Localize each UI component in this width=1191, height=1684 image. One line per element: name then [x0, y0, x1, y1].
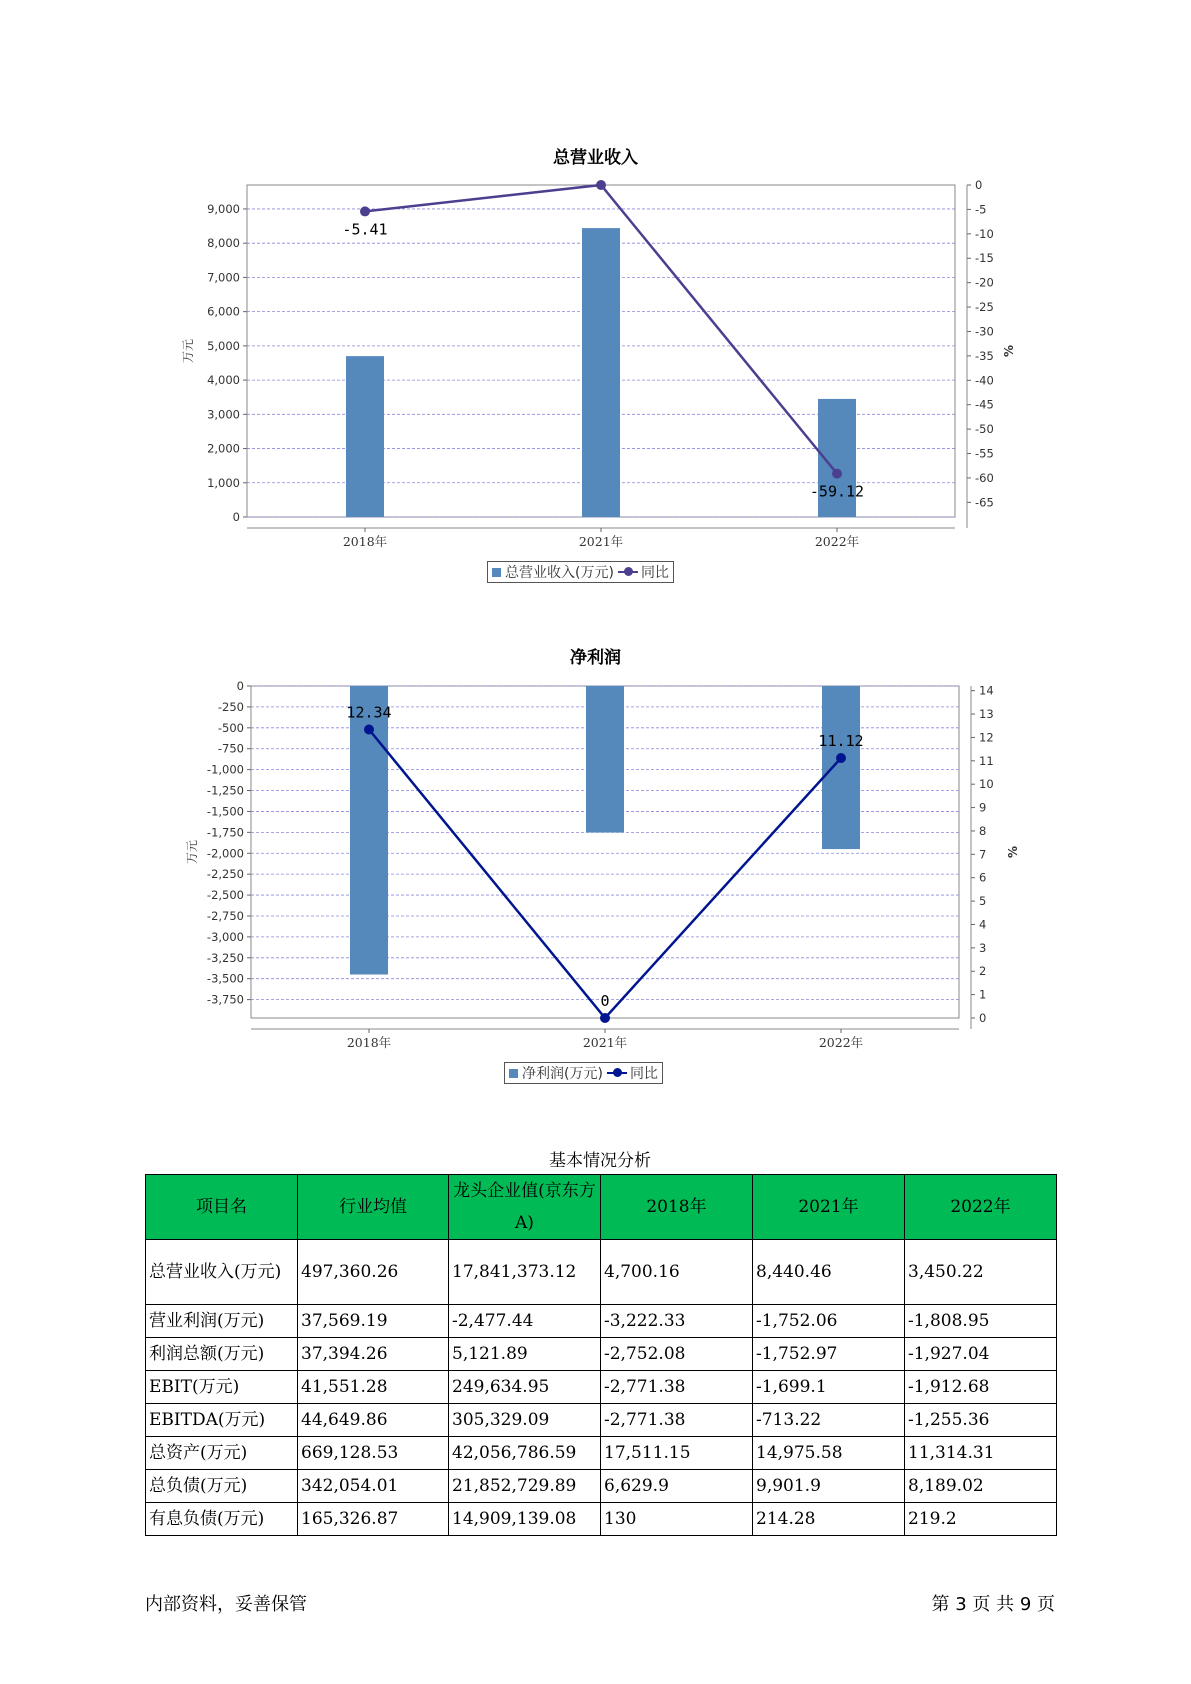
y2-tick-label: 0 — [979, 1011, 987, 1025]
y-tick-label: 3,000 — [207, 407, 240, 422]
table-cell: -713.22 — [753, 1404, 905, 1437]
chart2-legend — [504, 1062, 663, 1084]
table-cell: 17,511.15 — [601, 1437, 753, 1470]
table-cell: 342,054.01 — [298, 1470, 449, 1503]
table-cell: -2,771.38 — [601, 1371, 753, 1404]
table-cell: 497,360.26 — [298, 1240, 449, 1305]
yoy-data-label: 12.34 — [346, 703, 392, 722]
y-tick-label: 7,000 — [207, 270, 240, 285]
table-cell: 44,649.86 — [298, 1404, 449, 1437]
y2-tick-label: 4 — [979, 917, 987, 932]
y2-tick-label: 3 — [979, 940, 987, 955]
x-tick-label: 2021年 — [578, 534, 624, 549]
table-header-cell: 龙头企业值(京东方A) — [449, 1175, 601, 1240]
legend-line-label: 同比 — [629, 1066, 658, 1082]
table-row — [146, 1371, 1057, 1404]
table-cell: 21,852,729.89 — [449, 1470, 601, 1503]
y2-tick-label: -10 — [975, 226, 994, 241]
table-header-cell: 2021年 — [753, 1175, 905, 1240]
y2-tick-label: -35 — [975, 348, 994, 363]
bar-2021年 — [586, 686, 624, 833]
y2-tick-label: 11 — [979, 753, 994, 768]
chart2-title: 净利润 — [570, 648, 621, 668]
legend-bar-swatch — [509, 1069, 518, 1078]
y-axis-label: 万元 — [185, 839, 199, 865]
yoy-data-label: 0 — [600, 992, 610, 1010]
x-tick-label: 2022年 — [818, 1035, 864, 1050]
yoy-point — [836, 753, 846, 763]
table-cell: 37,394.26 — [298, 1338, 449, 1371]
table-cell: -1,927.04 — [905, 1338, 1057, 1371]
y2-tick-label: -50 — [975, 422, 994, 437]
y-tick-label: 8,000 — [207, 236, 240, 251]
y-tick-label: -3,000 — [206, 929, 244, 944]
y2-tick-label: -15 — [975, 251, 994, 266]
y2-tick-label: 12 — [979, 730, 994, 745]
y2-tick-label: -45 — [975, 397, 994, 412]
row-label-cell: 总负债(万元) — [146, 1470, 298, 1503]
table-cell: 8,189.02 — [905, 1470, 1057, 1503]
table-cell: -1,912.68 — [905, 1371, 1057, 1404]
table-cell: 214.28 — [753, 1503, 905, 1536]
table-header-cell: 行业均值 — [298, 1175, 449, 1240]
y-tick-label: -2,750 — [206, 908, 244, 923]
y-tick-label: 1,000 — [207, 475, 240, 490]
table-cell: 219.2 — [905, 1503, 1057, 1536]
table-cell: -1,699.1 — [753, 1371, 905, 1404]
row-label-cell: EBIT(万元) — [146, 1371, 298, 1404]
table-cell: -3,222.33 — [601, 1305, 753, 1338]
table-cell: -1,752.06 — [753, 1305, 905, 1338]
table-cell: 8,440.46 — [753, 1240, 905, 1305]
legend-bar-label: 总营业收入(万元) — [505, 565, 614, 581]
y-tick-label: 4,000 — [207, 373, 240, 388]
y2-tick-label: 8 — [979, 823, 987, 838]
table-row — [146, 1470, 1057, 1503]
y-tick-label: -1,500 — [206, 804, 244, 819]
table-cell: -2,771.38 — [601, 1404, 753, 1437]
y2-tick-label: 10 — [979, 777, 994, 792]
y-tick-label: -3,500 — [206, 971, 244, 986]
yoy-data-label: -5.41 — [342, 220, 388, 239]
table-row — [146, 1404, 1057, 1437]
x-tick-label: 2018年 — [342, 534, 388, 549]
table-row — [146, 1338, 1057, 1371]
y2-axis-label: % — [1002, 344, 1016, 358]
y-tick-label: -2,250 — [206, 867, 244, 882]
table-cell: -2,477.44 — [449, 1305, 601, 1338]
chart1-title: 总营业收入 — [553, 148, 638, 168]
x-tick-label: 2021年 — [582, 1035, 628, 1050]
basic-analysis-table — [145, 1174, 1057, 1536]
row-label-cell: 总营业收入(万元) — [146, 1240, 298, 1305]
table-cell: 14,909,139.08 — [449, 1503, 601, 1536]
y2-tick-label: -25 — [975, 300, 994, 315]
table-cell: 41,551.28 — [298, 1371, 449, 1404]
footer-page-number: 第 3 页 共 9 页 — [931, 1594, 1055, 1615]
y-tick-label: 6,000 — [207, 304, 240, 319]
table-cell: 165,326.87 — [298, 1503, 449, 1536]
table-cell: 42,056,786.59 — [449, 1437, 601, 1470]
legend-line-swatch — [607, 1072, 627, 1074]
yoy-point — [364, 724, 374, 734]
table-cell: 249,634.95 — [449, 1371, 601, 1404]
y2-tick-label: 1 — [979, 987, 987, 1002]
table-cell: 11,314.31 — [905, 1437, 1057, 1470]
table-cell: 14,975.58 — [753, 1437, 905, 1470]
y2-tick-label: 0 — [975, 178, 983, 192]
table-cell: 305,329.09 — [449, 1404, 601, 1437]
y2-axis-label: % — [1006, 845, 1020, 859]
y-tick-label: -2,500 — [206, 888, 244, 903]
y-tick-label: -1,250 — [206, 783, 244, 798]
y-tick-label: -3,250 — [206, 950, 244, 965]
y2-tick-label: 6 — [979, 870, 987, 885]
y2-tick-label: -40 — [975, 373, 994, 388]
table-row — [146, 1503, 1057, 1536]
y2-tick-label: -60 — [975, 470, 994, 485]
table-cell: -2,752.08 — [601, 1338, 753, 1371]
y2-tick-label: 13 — [979, 707, 994, 722]
yoy-point — [600, 1013, 610, 1023]
y-tick-label: 0 — [236, 679, 244, 693]
y2-tick-label: 5 — [979, 894, 987, 909]
y-tick-label: -1,750 — [206, 825, 244, 840]
y2-tick-label: 2 — [979, 964, 987, 979]
table-cell: 17,841,373.12 — [449, 1240, 601, 1305]
legend-line-label: 同比 — [640, 565, 669, 581]
table-cell: 5,121.89 — [449, 1338, 601, 1371]
y2-tick-label: 7 — [979, 847, 987, 862]
table-row — [146, 1240, 1057, 1305]
x-tick-label: 2018年 — [346, 1035, 392, 1050]
y-tick-label: -500 — [217, 720, 244, 735]
row-label-cell: 总资产(万元) — [146, 1437, 298, 1470]
y-tick-label: 9,000 — [207, 201, 240, 216]
y-axis-label: 万元 — [181, 338, 195, 364]
table-header-row — [146, 1175, 1057, 1240]
table-cell: -1,255.36 — [905, 1404, 1057, 1437]
yoy-data-label: 11.12 — [818, 732, 864, 751]
y-tick-label: -2,000 — [206, 846, 244, 861]
table-cell: 4,700.16 — [601, 1240, 753, 1305]
y2-tick-label: -5 — [975, 202, 987, 217]
table-cell: -1,752.97 — [753, 1338, 905, 1371]
table-header-cell: 项目名 — [146, 1175, 298, 1240]
y-tick-label: -1,000 — [206, 762, 244, 777]
table-row — [146, 1437, 1057, 1470]
table-cell: 669,128.53 — [298, 1437, 449, 1470]
y2-tick-label: 14 — [979, 683, 994, 698]
y2-tick-label: -65 — [975, 495, 994, 510]
y-tick-label: -250 — [217, 699, 244, 714]
table-caption: 基本情况分析 — [549, 1151, 651, 1171]
y2-tick-label: 9 — [979, 800, 987, 815]
table-cell: 6,629.9 — [601, 1470, 753, 1503]
table-header-cell: 2018年 — [601, 1175, 753, 1240]
yoy-data-label: -59.12 — [809, 482, 865, 501]
y-tick-label: 0 — [232, 510, 240, 524]
y-tick-label: 5,000 — [207, 338, 240, 353]
row-label-cell: 有息负债(万元) — [146, 1503, 298, 1536]
footer-confidential: 内部资料，妥善保管 — [145, 1594, 307, 1615]
row-label-cell: 利润总额(万元) — [146, 1338, 298, 1371]
table-cell: 130 — [601, 1503, 753, 1536]
y2-tick-label: -20 — [975, 275, 994, 290]
row-label-cell: EBITDA(万元) — [146, 1404, 298, 1437]
y-tick-label: 2,000 — [207, 441, 240, 456]
x-tick-label: 2022年 — [814, 534, 860, 549]
y2-tick-label: -55 — [975, 446, 994, 461]
table-cell: -1,808.95 — [905, 1305, 1057, 1338]
table-cell: 9,901.9 — [753, 1470, 905, 1503]
table-row — [146, 1305, 1057, 1338]
y-tick-label: -3,750 — [206, 992, 244, 1007]
table-header-cell: 2022年 — [905, 1175, 1057, 1240]
row-label-cell: 营业利润(万元) — [146, 1305, 298, 1338]
y-tick-label: -750 — [217, 741, 244, 756]
legend-bar-label: 净利润(万元) — [522, 1066, 603, 1082]
table-cell: 3,450.22 — [905, 1240, 1057, 1305]
bar-2022年 — [822, 686, 860, 849]
y2-tick-label: -30 — [975, 324, 994, 339]
table-cell: 37,569.19 — [298, 1305, 449, 1338]
